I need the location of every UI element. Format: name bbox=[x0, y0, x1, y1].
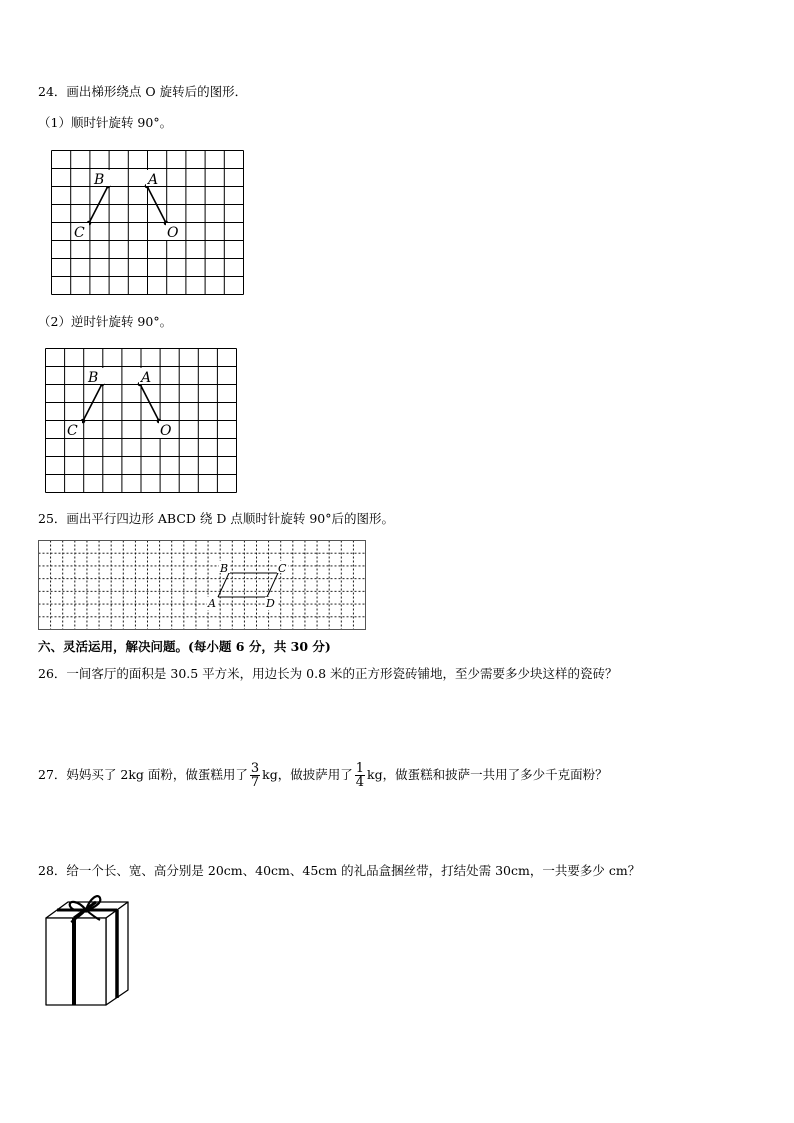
q24-part2: （2）逆时针旋转 90°。 bbox=[38, 314, 173, 329]
fraction-three-sevenths: $\frac{3}{7}$ bbox=[250, 761, 260, 790]
point-label-a: A bbox=[208, 597, 216, 610]
point-label-c: C bbox=[74, 225, 85, 241]
gift-box-illustration bbox=[40, 890, 135, 1010]
q27-part-c: kg，做蛋糕和披萨一共用了多少千克面粉？ bbox=[367, 767, 608, 782]
point-label-a: A bbox=[148, 172, 159, 188]
point-label-b: B bbox=[88, 370, 99, 386]
q25-title: 25．画出平行四边形 ABCD 绕 D 点顺时针旋转 90°后的图形。 bbox=[38, 511, 394, 526]
point-label-b: B bbox=[94, 172, 105, 188]
section-six-heading: 六、灵活运用，解决问题。(每小题 6 分，共 30 分) bbox=[38, 639, 331, 654]
q27-part-a: 27．妈妈买了 2kg 面粉，做蛋糕用了 bbox=[38, 767, 248, 782]
point-label-o: O bbox=[160, 423, 172, 439]
q28-text: 28．给一个长、宽、高分别是 20cm、40cm、45cm 的礼品盒捆丝带，打结处需 30cm，一共要多少 cm？ bbox=[38, 863, 641, 878]
grid-parallelogram bbox=[38, 540, 366, 630]
point-label-c: C bbox=[278, 562, 287, 575]
point-label-o: O bbox=[167, 225, 179, 241]
grid-trapezoid-clockwise bbox=[51, 150, 244, 295]
q27-part-b: kg，做披萨用了 bbox=[262, 767, 353, 782]
fraction-one-quarter: $\frac{1}{4}$ bbox=[355, 761, 365, 790]
point-label-a: A bbox=[141, 370, 152, 386]
q24-part1: （1）顺时针旋转 90°。 bbox=[38, 115, 173, 130]
grid-trapezoid-counterclockwise bbox=[45, 348, 237, 493]
q26-text: 26．一间客厅的面积是 30.5 平方米，用边长为 0.8 米的正方形瓷砖铺地，至少需要多少块这样的瓷砖？ bbox=[38, 666, 618, 681]
point-label-b: B bbox=[220, 562, 229, 575]
q27-text bbox=[38, 758, 608, 792]
point-label-c: C bbox=[67, 423, 78, 439]
point-label-d: D bbox=[266, 597, 275, 610]
q24-title: 24．画出梯形绕点 O 旋转后的图形． bbox=[38, 84, 248, 99]
